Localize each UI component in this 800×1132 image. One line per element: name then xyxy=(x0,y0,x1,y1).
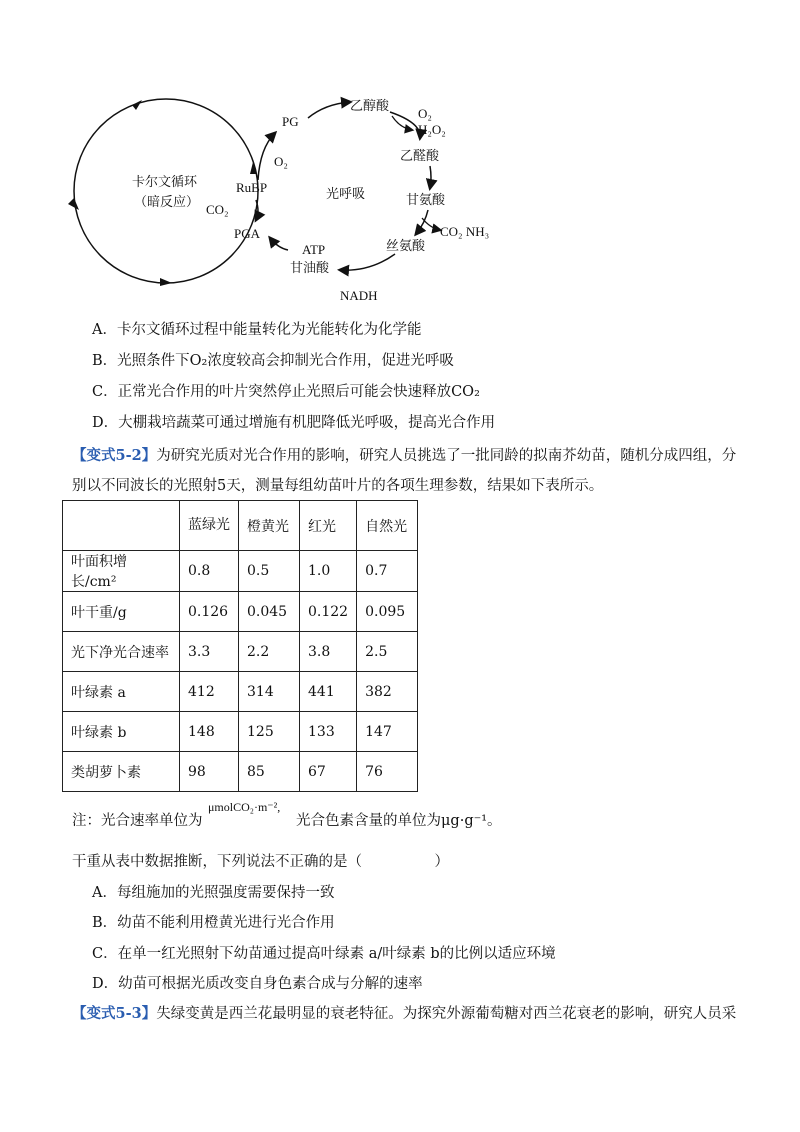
q2-tag: 【变式5-2】 xyxy=(72,447,157,464)
table-header-cell xyxy=(63,501,180,551)
table-row xyxy=(63,712,418,752)
table-cell: 0.8 xyxy=(180,551,239,592)
q2-question: 干重从表中数据推断，下列说法不正确的是（ ） xyxy=(72,854,449,870)
table-cell: 0.122 xyxy=(300,592,357,632)
table-header-cell: 橙黄光 xyxy=(239,501,300,551)
label-co2: CO₂ xyxy=(206,202,229,217)
table-header-cell: 蓝绿光 xyxy=(180,501,239,551)
label-o2-right: O₂ xyxy=(418,106,432,121)
table-cell: 382 xyxy=(357,672,418,712)
q2-option-d: D．幼苗可根据光质改变自身色素合成与分解的速率 xyxy=(92,976,423,992)
q2-stem-line2: 别以不同波长的光照射5天，测量每组幼苗叶片的各项生理参数，结果如下表所示。 xyxy=(72,478,604,494)
table-header-row xyxy=(63,501,418,551)
table-cell: 光下净光合速率 xyxy=(63,632,180,672)
q1-option-b: B．光照条件下O₂浓度较高会抑制光合作用，促进光呼吸 xyxy=(92,353,454,369)
q1-option-c: C．正常光合作用的叶片突然停止光照后可能会快速释放CO₂ xyxy=(92,384,480,400)
table-cell: 125 xyxy=(239,712,300,752)
label-h2o2: H₂O₂ xyxy=(418,122,446,137)
table-cell: 0.045 xyxy=(239,592,300,632)
table-cell: 147 xyxy=(357,712,418,752)
table-header-cell: 自然光 xyxy=(357,501,418,551)
label-atp: ATP xyxy=(302,242,326,257)
table-cell: 0.095 xyxy=(357,592,418,632)
label-co2-nh3: CO₂ NH₃ xyxy=(440,224,490,239)
table-cell: 3.8 xyxy=(300,632,357,672)
table-cell: 2.2 xyxy=(239,632,300,672)
light-quality-table xyxy=(62,500,418,792)
table-cell: 412 xyxy=(180,672,239,712)
label-pg: PG xyxy=(282,114,299,129)
table-cell: 0.7 xyxy=(357,551,418,592)
table-row xyxy=(63,592,418,632)
circle-arrow-top xyxy=(132,100,142,110)
label-pga: PGA xyxy=(234,226,261,241)
note-prefix: 注：光合速率单位为 xyxy=(72,813,203,829)
table-header-cell: 红光 xyxy=(300,501,357,551)
q2-option-a: A．每组施加的光照强度需要保持一致 xyxy=(92,885,335,901)
o2-h2o2-arrow xyxy=(392,116,412,130)
table-cell: 85 xyxy=(239,752,300,792)
table-cell: 叶面积增长/cm² xyxy=(63,551,180,592)
table-cell: 0.5 xyxy=(239,551,300,592)
label-glyoxylate: 乙醛酸 xyxy=(400,149,440,164)
q1-option-a: A．卡尔文循环过程中能量转化为光能转化为化学能 xyxy=(92,322,422,338)
table-cell: 76 xyxy=(357,752,418,792)
cycle-diagram-svg xyxy=(60,88,530,316)
label-rubp: RuBP xyxy=(236,180,268,195)
label-glycerate: 甘油酸 xyxy=(290,261,330,276)
table-cell: 133 xyxy=(300,712,357,752)
table-row xyxy=(63,672,418,712)
note-unit: μmolCO₂·m⁻², xyxy=(208,800,281,814)
table-cell: 叶绿素 b xyxy=(63,712,180,752)
q3-stem-line xyxy=(72,1004,736,1024)
label-nadh: NADH xyxy=(340,288,378,303)
table-cell: 2.5 xyxy=(357,632,418,672)
table-row xyxy=(63,551,418,592)
q2-option-b: B．幼苗不能利用橙黄光进行光合作用 xyxy=(92,915,335,931)
table-cell: 441 xyxy=(300,672,357,712)
serine-to-glycerate-arrow xyxy=(340,254,395,270)
glyoxylate-to-glycine-arrow xyxy=(430,166,431,188)
table-row xyxy=(63,632,418,672)
table-cell: 叶绿素 a xyxy=(63,672,180,712)
label-o2-left: O₂ xyxy=(274,154,288,169)
table-cell: 67 xyxy=(300,752,357,792)
label-glycine: 甘氨酸 xyxy=(406,193,446,208)
note-suffix: 光合色素含量的单位为μg·g⁻¹。 xyxy=(296,813,502,829)
calvin-cycle-circle xyxy=(74,99,258,283)
table-cell: 叶干重/g xyxy=(63,592,180,632)
circle-arrow-bottom xyxy=(160,278,172,286)
table-cell: 314 xyxy=(239,672,300,712)
glycolate-to-glyoxylate-arrow xyxy=(390,112,420,138)
q3-stem-text: 失绿变黄是西兰花最明显的衰老特征。为探究外源葡萄糖对西兰花衰老的影响，研究人员采 xyxy=(156,1006,737,1022)
glycerate-to-pga-arrow xyxy=(270,238,288,250)
circle-arrow-right xyxy=(250,162,257,174)
table-cell: 1.0 xyxy=(300,551,357,592)
table-row xyxy=(63,752,418,792)
label-glycolate: 乙醇酸 xyxy=(350,99,390,114)
table-cell: 3.3 xyxy=(180,632,239,672)
label-serine: 丝氨酸 xyxy=(386,239,426,254)
q2-stem-line1 xyxy=(72,446,736,466)
rubp-to-pg-arrow xyxy=(258,133,275,180)
q2-stem-text1: 为研究光质对光合作用的影响，研究人员挑选了一批同龄的拟南芥幼苗，随机分成四组，分 xyxy=(156,448,737,464)
q3-tag: 【变式5-3】 xyxy=(72,1005,157,1022)
table-cell: 98 xyxy=(180,752,239,792)
circle-arrow-left xyxy=(68,198,79,210)
table-cell: 类胡萝卜素 xyxy=(63,752,180,792)
table-cell: 0.126 xyxy=(180,592,239,632)
pg-to-glycolate-arrow xyxy=(308,102,350,118)
q2-option-c: C．在单一红光照射下幼苗通过提高叶绿素 a/叶绿素 b的比例以适应环境 xyxy=(92,946,556,962)
table-cell: 148 xyxy=(180,712,239,752)
label-photorespiration: 光呼吸 xyxy=(326,187,366,202)
label-calvin-cycle: 卡尔文循环 xyxy=(132,175,198,190)
label-dark-reaction: （暗反应） xyxy=(134,195,200,210)
q1-option-d: D．大棚栽培蔬菜可通过增施有机肥降低光呼吸，提高光合作用 xyxy=(92,415,496,431)
photorespiration-diagram xyxy=(60,88,530,316)
